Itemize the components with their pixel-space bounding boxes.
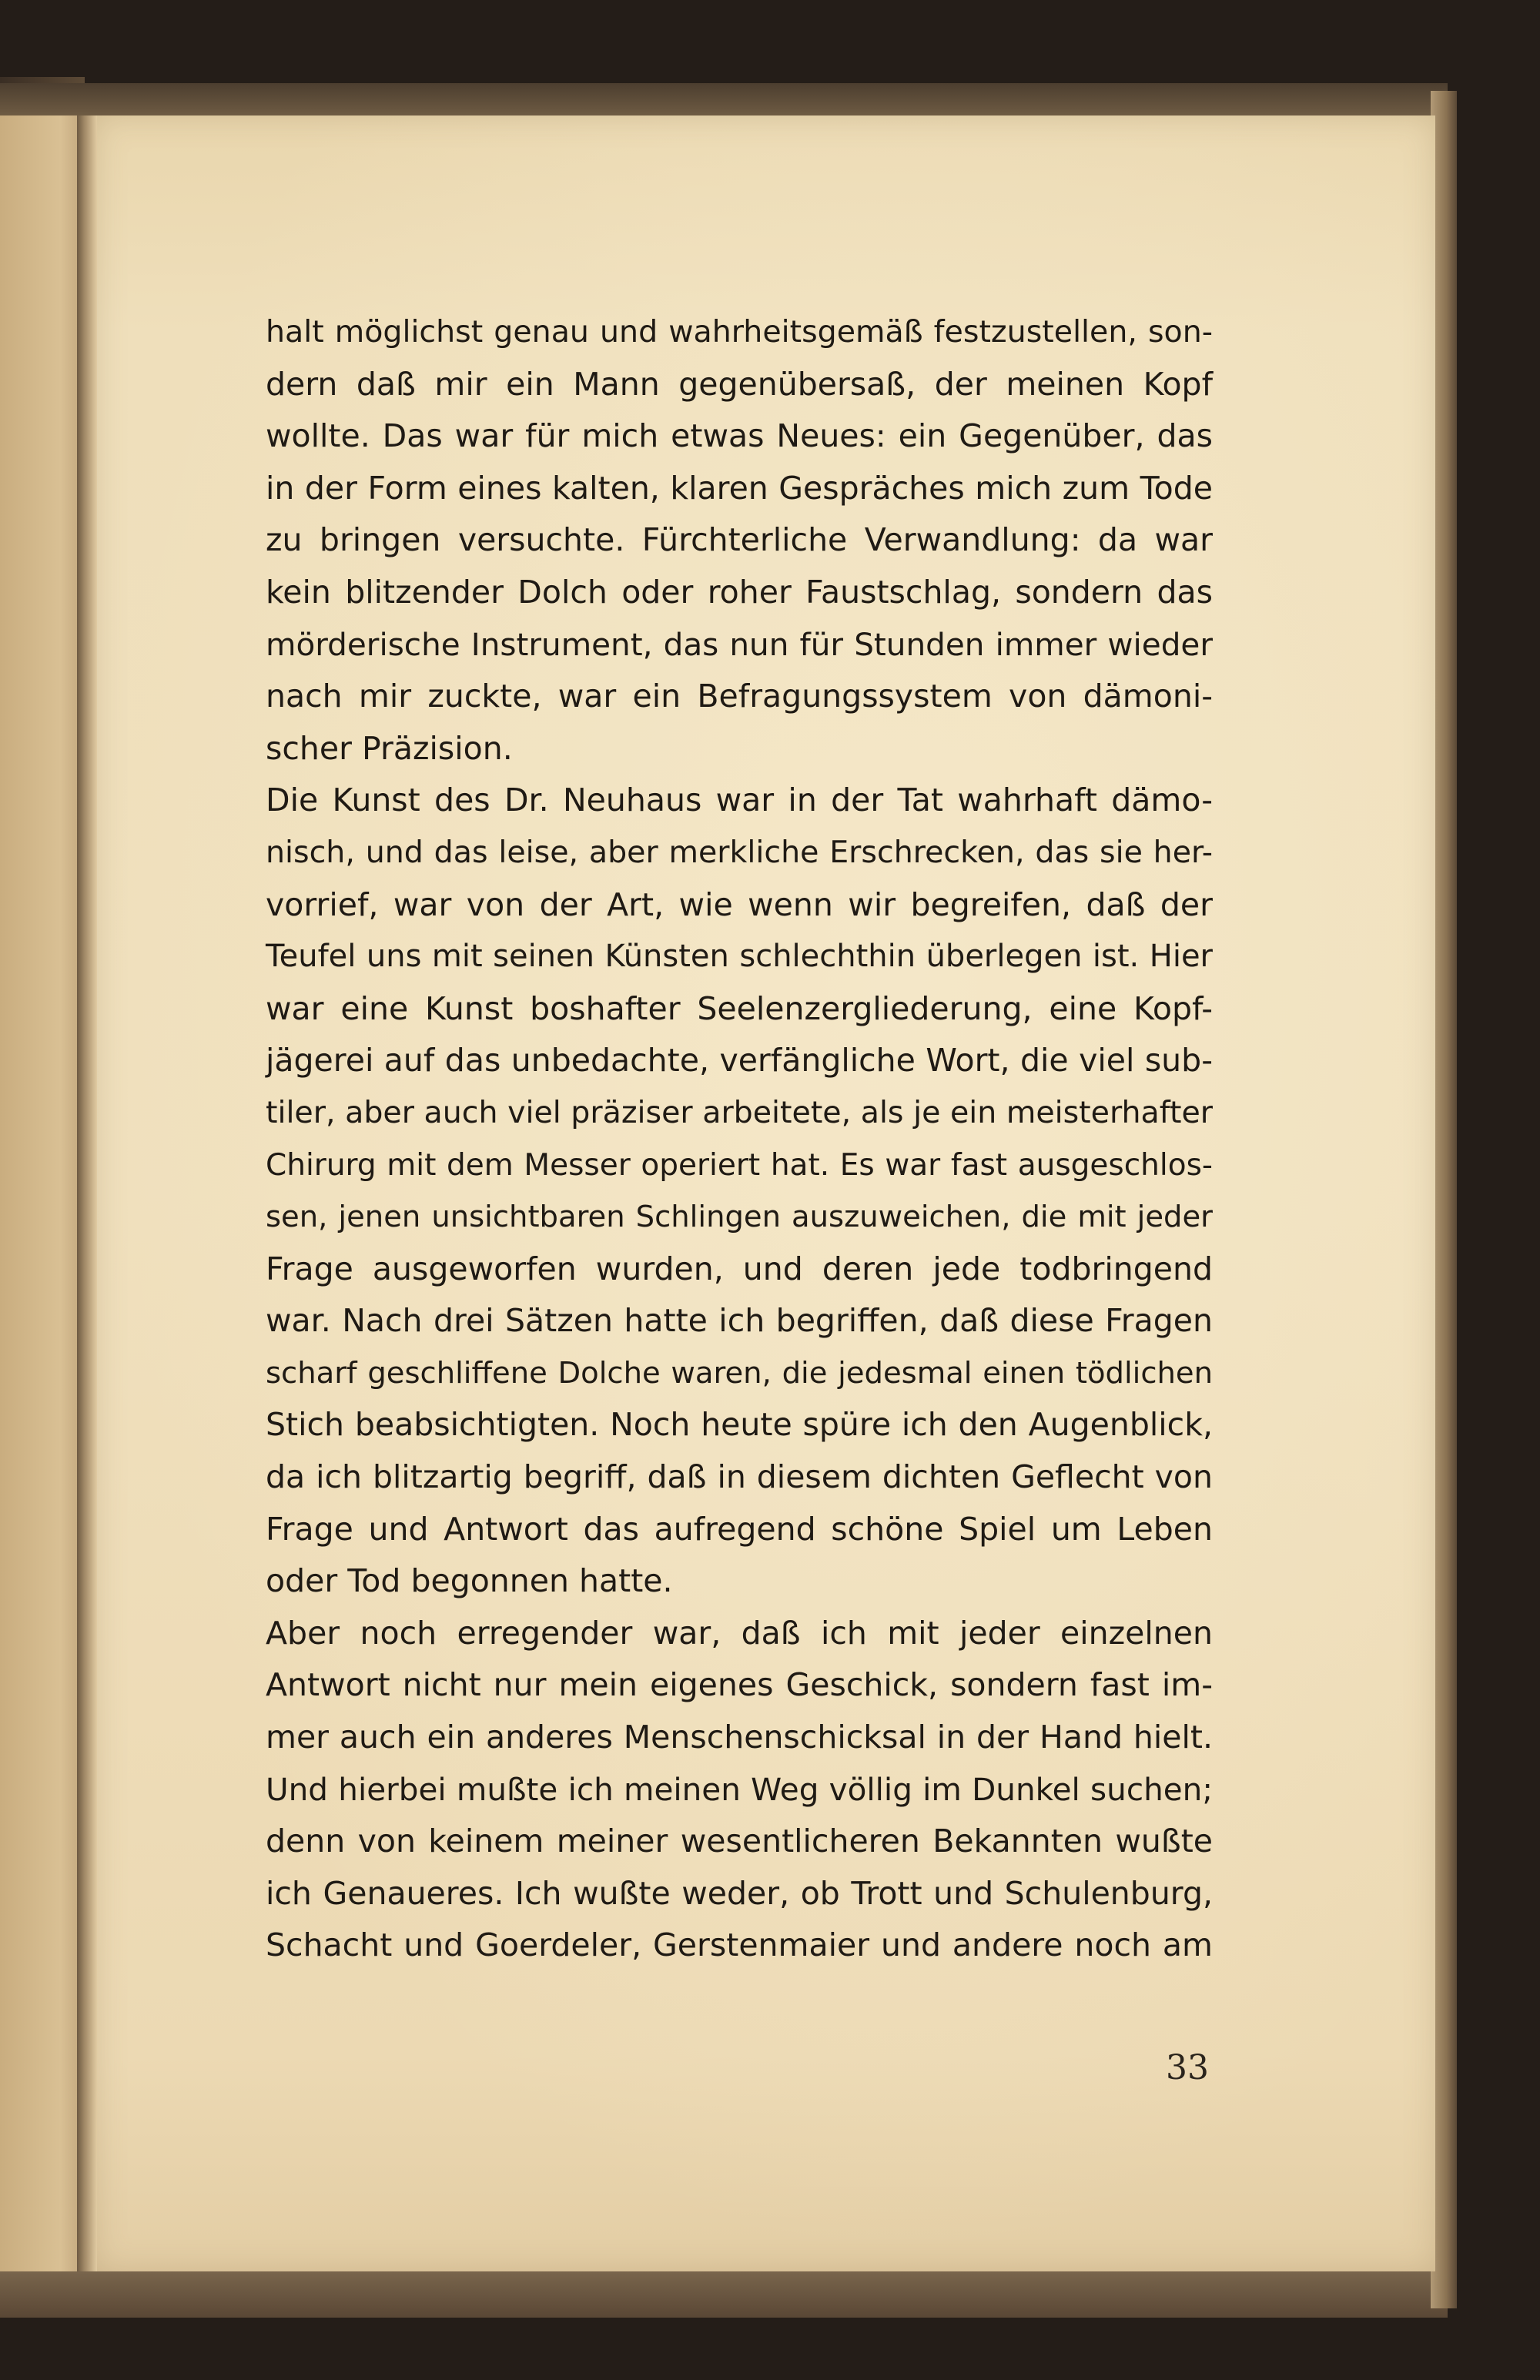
text-line: war. Nach drei Sätzen hatte ich begriffen, daß diese Fragen xyxy=(266,1302,1213,1340)
facing-page-edge xyxy=(0,115,86,2271)
page-gutter xyxy=(77,115,97,2271)
text-line: halt möglichst genau und wahrheitsgemäß festzustellen, son- xyxy=(266,314,1213,350)
text-line: denn von keinem meiner wesentlicheren Bekannten wußte xyxy=(266,1823,1213,1860)
text-line: war eine Kunst boshafter Seelenzergliederung, eine Kopf- xyxy=(266,989,1213,1027)
text-line: Und hierbei mußte ich meinen Weg völlig im Dunkel suchen; xyxy=(266,1770,1213,1808)
text-line: Chirurg mit dem Messer operiert hat. Es war fast ausgeschlos- xyxy=(266,1147,1213,1183)
text-line: Frage und Antwort das aufregend schöne Spiel um Leben xyxy=(266,1510,1213,1548)
body-text xyxy=(266,306,1213,1972)
text-line: Aber noch erregender war, daß ich mit jeder einzelnen xyxy=(266,1614,1213,1652)
text-line: Frage ausgeworfen wurden, und deren jede todbringend xyxy=(266,1250,1213,1287)
text-line: Schacht und Goerdeler, Gerstenmaier und andere noch am xyxy=(266,1926,1213,1964)
text-line: scher Präzision. xyxy=(266,729,513,767)
text-line: nisch, und das leise, aber merkliche Erschrecken, das sie her- xyxy=(266,834,1213,870)
text-line: scharf geschliffene Dolche waren, die jedesmal einen tödlichen xyxy=(266,1355,1213,1391)
text-line: jägerei auf das unbedachte, verfängliche Wort, die viel sub- xyxy=(266,1042,1213,1080)
text-line: in der Form eines kalten, klaren Gespräches mich zum Tode xyxy=(266,469,1213,507)
text-line: tiler, aber auch viel präziser arbeitete, als je ein meisterhafter xyxy=(266,1094,1213,1130)
text-line: vorrief, war von der Art, wie wenn wir begreifen, daß der xyxy=(266,885,1213,923)
text-line: da ich blitzartig begriff, daß in diesem dichten Geflecht von xyxy=(266,1458,1213,1496)
text-line: Die Kunst des Dr. Neuhaus war in der Tat wahrhaft dämo- xyxy=(266,782,1213,819)
text-line: Antwort nicht nur mein eigenes Geschick, sondern fast im- xyxy=(266,1666,1213,1704)
text-line: mörderische Instrument, das nun für Stunden immer wieder xyxy=(266,625,1213,663)
text-line: zu bringen versuchte. Fürchterliche Verwandlung: da war xyxy=(266,521,1213,559)
text-line: ich Genaueres. Ich wußte weder, ob Trott und Schulenburg, xyxy=(266,1874,1213,1912)
text-line: wollte. Das war für mich etwas Neues: ein Gegenüber, das xyxy=(266,417,1213,455)
text-line: Teufel uns mit seinen Künsten schlechthin überlegen ist. Hier xyxy=(266,939,1213,975)
text-line: oder Tod begonnen hatte. xyxy=(266,1562,673,1600)
text-line: Stich beabsichtigten. Noch heute spüre ich den Augenblick, xyxy=(266,1406,1213,1444)
text-line: kein blitzender Dolch oder roher Faustschlag, sondern das xyxy=(266,573,1213,611)
cover-board-bottom xyxy=(0,2264,1448,2318)
page-number: 33 xyxy=(1166,2048,1209,2087)
text-line: mer auch ein anderes Menschenschicksal in der Hand hielt. xyxy=(266,1719,1213,1756)
text-line: nach mir zuckte, war ein Befragungssystem von dämoni- xyxy=(266,678,1213,715)
text-line: sen, jenen unsichtbaren Schlingen auszuweichen, die mit jeder xyxy=(266,1200,1213,1235)
text-line: dern daß mir ein Mann gegenübersaß, der meinen Kopf xyxy=(266,365,1213,403)
